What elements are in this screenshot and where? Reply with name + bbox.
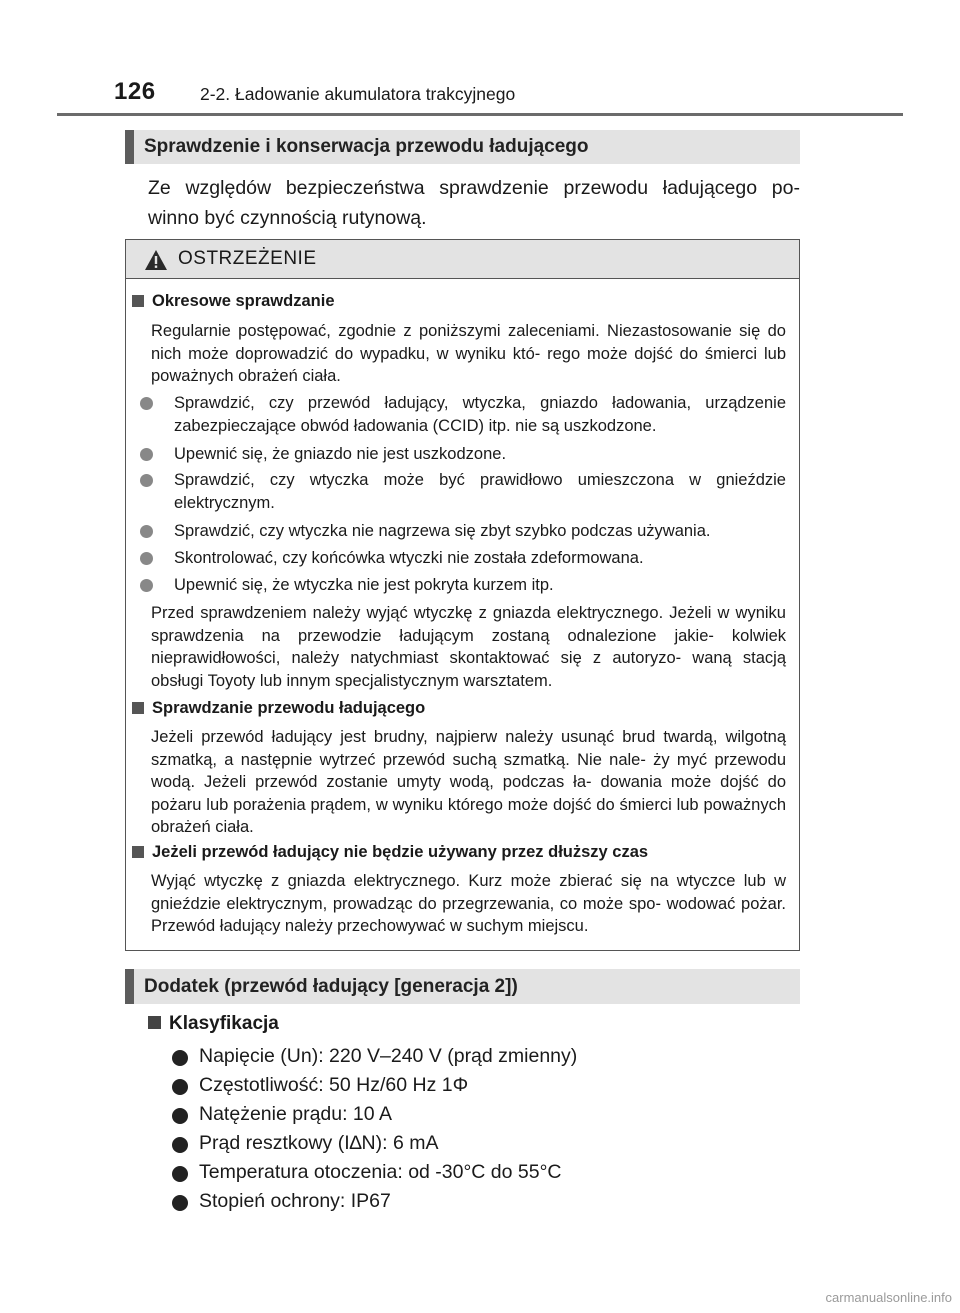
section-title: Dodatek (przewód ładujący [generacja 2])	[144, 976, 518, 997]
list-item: Skontrolować, czy końcówka wtyczki nie została zdeformowana.	[140, 547, 786, 571]
section-heading-bar	[125, 130, 800, 164]
warning-paragraph: Jeżeli przewód ładujący jest brudny, najpierw należy usunąć brud twardą, wilgotną szmatką, a następnie wytrzeć przewód suchą szmatką. Nie nale- ży myć przewodu wodą. Jeżeli przewód zostanie umyty wodą, podczas ła- dowania może dojść do pożaru lub porażenia prądem, w wyniku którego może dojść do śmierci lub poważnych obrażeń ciała.	[151, 728, 786, 836]
warning-header	[126, 240, 799, 279]
section-heading-bar	[125, 969, 800, 1004]
warning-subheading: Jeżeli przewód ładujący nie będzie używany przez dłuższy czas	[132, 843, 792, 862]
warning-subheading: Okresowe sprawdzanie	[132, 292, 792, 311]
square-bullet-icon	[148, 1016, 161, 1029]
intro-line: winno być czynnością rutynową.	[148, 207, 427, 229]
intro-line: Ze względów bezpieczeństwa sprawdzenie przewodu ładującego po-	[148, 177, 800, 199]
classification-heading: Klasyfikacja	[148, 1013, 279, 1035]
list-item: Upewnić się, że gniazdo nie jest uszkodzone.	[140, 443, 786, 467]
watermark: carmanualsonline.info	[825, 1290, 952, 1305]
bullet-dot-icon	[172, 1137, 188, 1153]
square-bullet-icon	[132, 846, 144, 858]
bullet-dot-icon	[172, 1195, 188, 1211]
bullet-dot-icon	[172, 1050, 188, 1066]
list-item: Sprawdzić, czy wtyczka nie nagrzewa się zbyt szybko podczas używania.	[140, 520, 786, 544]
page-header	[0, 0, 960, 118]
bullet-dot-icon	[172, 1108, 188, 1124]
list-item: Upewnić się, że wtyczka nie jest pokryta kurzem itp.	[140, 574, 786, 598]
page-number: 126	[114, 78, 156, 105]
bullet-dot-icon	[140, 474, 153, 487]
warning-triangle-icon	[144, 249, 168, 271]
header-divider	[57, 113, 903, 116]
section-title: Sprawdzenie i konserwacja przewodu ładującego	[144, 136, 589, 157]
warning-paragraph: Wyjąć wtyczkę z gniazda elektrycznego. Kurz może zbierać się na wtyczce lub w gnieździe elektrycznym, prowadząc do przegrzewania, co może spo- wodować pożar. Przewód ładujący należy przechowywać w suchym miejscu.	[151, 872, 786, 935]
bullet-dot-icon	[140, 579, 153, 592]
warning-paragraph: Przed sprawdzeniem należy wyjąć wtyczkę z gniazda elektrycznego. Jeżeli w wyniku sprawdzenia na przewodzie ładującym zostaną odnalezione jakie- kolwiek nieprawidłowości, należy natychmiast skontaktować się z autoryzo- waną stacją obsługi Toyoty lub innym specjalistycznym warsztatem.	[151, 604, 786, 690]
bullet-dot-icon	[172, 1166, 188, 1182]
bullet-dot-icon	[172, 1079, 188, 1095]
bullet-dot-icon	[140, 525, 153, 538]
warning-subheading: Sprawdzanie przewodu ładującego	[132, 699, 792, 718]
chapter-title: 2-2. Ładowanie akumulatora trakcyjnego	[200, 84, 516, 104]
bullet-dot-icon	[140, 448, 153, 461]
warning-paragraph: Regularnie postępować, zgodnie z poniższymi zaleceniami. Niezastosowanie się do nich może doprowadzić do wypadku, w wyniku któ- rego może dojść do śmierci lub poważnych obrażeń ciała.	[151, 322, 786, 385]
square-bullet-icon	[132, 702, 144, 714]
warning-title: OSTRZEŻENIE	[178, 248, 317, 269]
square-bullet-icon	[132, 295, 144, 307]
list-item: Sprawdzić, czy przewód ładujący, wtyczka, gniazdo ładowania, urządzenie zabezpieczające obwód ładowania (CCID) itp. nie są uszkodzone.	[140, 392, 786, 438]
warning-box	[125, 239, 800, 951]
intro-paragraph	[148, 173, 800, 233]
list-item: Sprawdzić, czy wtyczka może być prawidłowo umieszczona w gnieździe elektrycznym.	[140, 469, 786, 515]
bullet-dot-icon	[140, 552, 153, 565]
bullet-dot-icon	[140, 397, 153, 410]
